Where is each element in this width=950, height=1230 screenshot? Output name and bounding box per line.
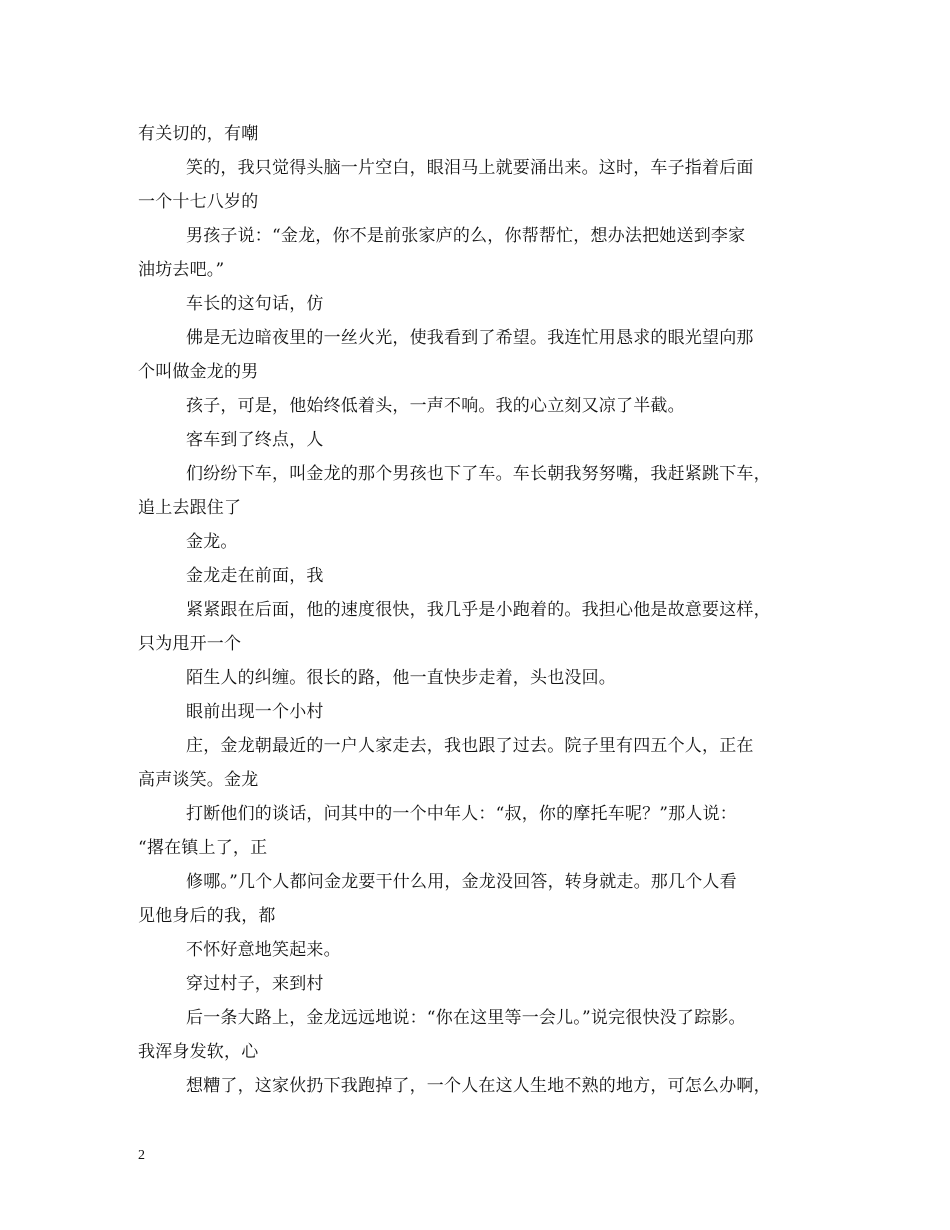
text-line: “撂在镇上了，正 (138, 838, 268, 858)
page-number: 2 (138, 1148, 145, 1163)
text-line: 紧紧跟在后面，他的速度很快，我几乎是小跑着的。我担心他是故意要这样， (186, 600, 771, 620)
text-line: 笑的，我只觉得头脑一片空白，眼泪马上就要涌出来。这时，车子指着后面 (186, 158, 754, 178)
text-line: 一个十七八岁的 (138, 192, 259, 212)
text-line: 见他身后的我，都 (138, 906, 276, 926)
text-line: 孩子，可是，他始终低着头，一声不响。我的心立刻又凉了半截。 (186, 396, 685, 416)
text-line: 佛是无边暗夜里的一丝火光，使我看到了希望。我连忙用恳求的眼光望向那 (186, 328, 754, 348)
text-line: 金龙。 (186, 532, 238, 552)
text-line: 穿过村子，来到村 (186, 974, 324, 994)
text-line: 男孩子说：“金龙，你不是前张家庐的么，你帮帮忙，想办法把她送到李家 (186, 226, 746, 246)
text-line: 金龙走在前面，我 (186, 566, 324, 586)
text-line: 不怀好意地笑起来。 (186, 940, 341, 960)
text-line: 有关切的，有嘲 (138, 124, 259, 144)
text-line: 们纷纷下车，叫金龙的那个男孩也下了车。车长朝我努努嘴，我赶紧跳下车， (186, 464, 771, 484)
text-line: 我浑身发软，心 (138, 1042, 259, 1062)
text-line: 眼前出现一个小村 (186, 702, 324, 722)
text-line: 油坊去吧。” (138, 260, 225, 280)
text-line: 客车到了终点，人 (186, 430, 324, 450)
text-line: 后一条大路上，金龙远远地说：“你在这里等一会儿。”说完很快没了踪影。 (186, 1008, 746, 1028)
text-line: 追上去跟住了 (138, 498, 242, 518)
body-text (138, 117, 818, 1103)
text-line: 只为甩开一个 (138, 634, 242, 654)
text-line: 修哪。”几个人都问金龙要干什么用，金龙没回答，转身就走。那几个人看 (186, 872, 737, 892)
text-line: 车长的这句话，仿 (186, 294, 324, 314)
text-line: 打断他们的谈话，问其中的一个中年人：“叔，你的摩托车呢？”那人说： (186, 804, 737, 824)
text-line: 高声谈笑。金龙 (138, 770, 259, 790)
text-line: 想糟了，这家伙扔下我跑掉了，一个人在这人生地不熟的地方，可怎么办啊， (186, 1076, 771, 1096)
text-line: 个叫做金龙的男 (138, 362, 259, 382)
text-line: 庄，金龙朝最近的一户人家走去，我也跟了过去。院子里有四五个人，正在 (186, 736, 754, 756)
text-line: 陌生人的纠缠。很长的路，他一直快步走着，头也没回。 (186, 668, 616, 688)
